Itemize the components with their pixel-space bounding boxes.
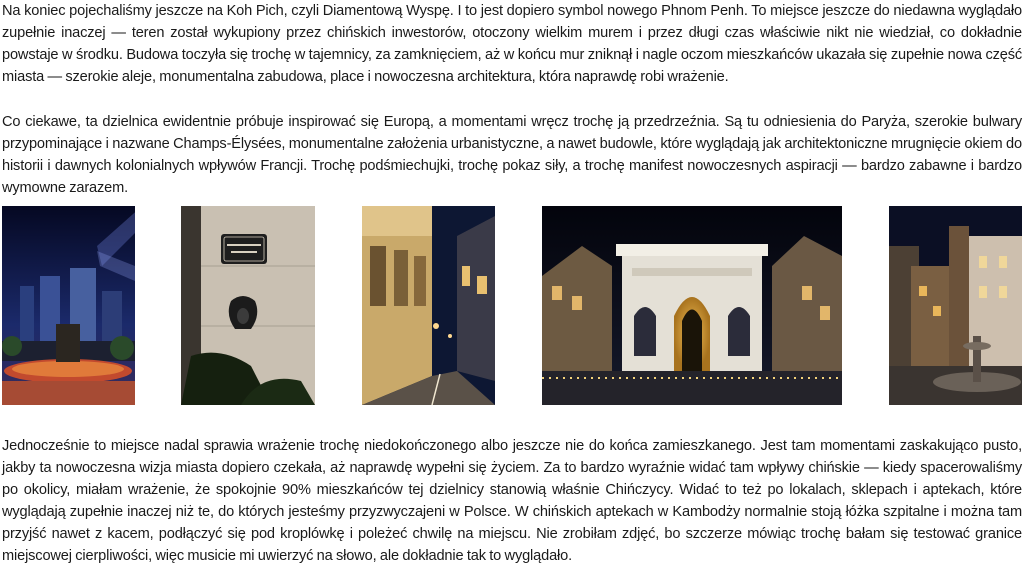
- paragraph-europe-inspiration: Co ciekawe, ta dzielnica ewidentnie próbuje inspirować się Europą, a momentami wręcz trochę ją przedrzeźnia. Są tu odniesienia do Paryża, szerokie bulwary przypominające i nazwane Champs-Élysées, monumentalne założenia urbanistyczne, a nawet budowle, które wyglądają jak architektoniczne mrugnięcie okiem do historii i dawnych kolonialnych wpływów Francji. Trochę podśmiechujki, trochę pokaz siły, a trochę manifest nowoczesnych aspiracji — bardzo zabawne i bardzo wymowne zarazem.: [2, 114, 1022, 196]
- street-sign-image: [181, 206, 315, 405]
- paragraph-intro: Na koniec pojechaliśmy jeszcze na Koh Pich, czyli Diamentową Wyspę. I to jest dopiero symbol nowego Phnom Penh. To miejsce jeszcze do niedawna wyglądało zupełnie inaczej — teren został wykupiony przez chińskich inwestorów, otoczony wielkim murem i przez długi czas właściwie nikt nie wiedział, co dokładnie powstaje w środku. Budowa toczyła się trochę w tajemnicy, za zamknięciem, aż w końcu mur zniknął i nagle oczom mieszkańców ukazała się zupełnie nowa część miasta — szerokie aleje, monumentalna zabudowa, place i nowoczesna architektura, która naprawdę robi wrażenie.: [2, 3, 1022, 85]
- photo-arcade-street[interactable]: [362, 206, 495, 405]
- arcade-street-image: [362, 206, 495, 405]
- photo-night-skyline[interactable]: [2, 206, 135, 405]
- night-skyline-image: [2, 206, 135, 405]
- photo-triumphal-arch[interactable]: [542, 206, 842, 405]
- photo-street-sign-wall[interactable]: [181, 206, 315, 405]
- paragraph-chinese-influence: Jednocześnie to miejsce nadal sprawia wrażenie trochę niedokończonego albo jeszcze nie do końca zamieszkanego. Jest tam momentami zaskakująco pusto, jakby ta nowoczesna wizja miasta dopiero czekała, aż naprawdę wypełni się życiem. Za to bardzo wyraźnie widać tam wpływy chińskie — kiedy spacerowaliśmy po okolicy, miałam wrażenie, że spokojnie 90% mieszkańców tej dzielnicy stanowią właśnie Chińczycy. Widać to też po lokalach, sklepach i aptekach, które wyglądają zupełnie inaczej niż te, do których jesteśmy przyzwyczajeni w Polsce. W chińskich aptekach w Kambodży normalnie stoją łóżka szpitalne i można tam przyjść nawet z kacem, podłączyć się pod kroplówkę i poleżeć chwilę na miejscu. Nie zrobiłam zdjęć, bo szczerze mówiąc trochę bałam się testować granice miejscowej cierpliwości, więc musicie mi uwierzyć na słowo, ale dokładnie tak to wyglądało.: [2, 438, 1022, 564]
- triumphal-arch-image: [542, 206, 842, 405]
- photo-fountain-square[interactable]: [889, 206, 1022, 405]
- fountain-square-image: [889, 206, 1022, 405]
